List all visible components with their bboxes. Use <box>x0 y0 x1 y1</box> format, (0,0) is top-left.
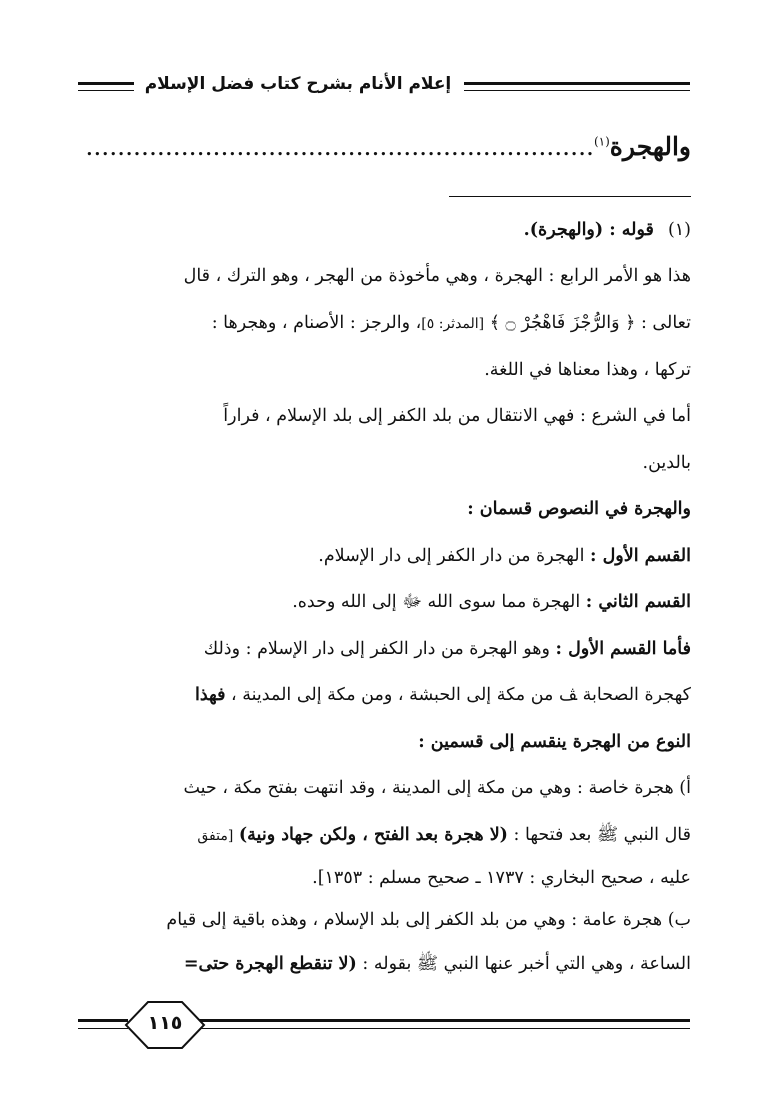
footnote-line-3-rest: ، والرجز : الأصنام ، وهجرها : <box>211 313 422 333</box>
footnote-line-4: تركها ، وهذا معناها في اللغة. <box>484 360 691 380</box>
quran-quote: تعالى : ﴿ وَالرُّجْزَ فَاهْجُرْ ۝ ﴾ <box>489 313 691 333</box>
footnote-number: (١) <box>667 220 691 240</box>
footnote-line-7 <box>71 499 691 519</box>
footnote-line-9 <box>71 592 691 612</box>
footnote-line-14 <box>71 825 691 846</box>
footnote-line-2: هذا هو الأمر الرابع : الهجرة ، وهي مأخوذة من الهجر ، وهو الترك ، قال <box>183 266 691 286</box>
footnote-line-11 <box>71 685 691 705</box>
page-number: ١١٥ <box>147 1012 183 1034</box>
hadith-quote-2: (لا تنقطع الهجرة حتى= <box>183 954 357 974</box>
footnote-lemma: قوله : (والهجرة). <box>523 220 654 240</box>
main-text: والهجرة <box>609 132 691 161</box>
footnote-line-11-text: كهجرة الصحابة ﭫ من مكة إلى الحبشة ، ومن مكة إلى المدينة ، <box>231 685 691 705</box>
footnote-line-13: أ) هجرة خاصة : وهي من مكة إلى المدينة ، وقد انتهت بفتح مكة ، حيث <box>183 778 691 798</box>
footnote-line-10-text: وهو الهجرة من دار الكفر إلى دار الإسلام : وذلك <box>203 639 550 659</box>
footnote-line-5: أما في الشرع : فهي الانتقال من بلد الكفر إلى بلد الإسلام ، فراراً <box>223 406 691 426</box>
first-division-text: الهجرة من دار الكفر إلى دار الإسلام. <box>318 546 585 566</box>
footnote-line-14-text: قال النبي ﷺ بعد فتحها : <box>513 825 691 845</box>
footnote-line-17 <box>71 954 691 974</box>
main-text-line <box>71 132 691 161</box>
footnote-line-10 <box>71 639 691 659</box>
page-number-ornament <box>78 1000 690 1050</box>
book-title: إعلام الأنام بشرح كتاب فضل الإسلام <box>144 74 452 94</box>
footnote-line-11-bold: فهذا <box>194 685 226 705</box>
footnote-ref: (١) <box>593 134 610 149</box>
quran-reference: [المدثر: ٥] <box>421 316 485 332</box>
footer-rule-left <box>78 1019 128 1029</box>
footnote-line-8 <box>71 546 691 566</box>
header-rule-left <box>78 82 134 91</box>
second-division-text: الهجرة مما سوى الله ﷻ إلى الله وحده. <box>292 592 581 612</box>
hadith-quote: (لا هجرة بعد الفتح ، ولكن جهاد ونية) <box>238 825 508 845</box>
footnote-line-15: عليه ، صحيح البخاري : ١٧٣٧ ـ صحيح مسلم : ١٣٥٣]. <box>312 868 691 888</box>
second-division-label: القسم الثاني : <box>585 592 691 612</box>
dotted-leader: ................................................................ <box>85 132 594 161</box>
first-division-heading: فأما القسم الأول : <box>555 639 691 659</box>
footnote-line-12-bold: النوع من الهجرة ينقسم إلى قسمين : <box>418 732 691 752</box>
footnote-line-1 <box>71 220 691 240</box>
footnote-line-3 <box>71 313 691 334</box>
footer-rule-right <box>198 1019 690 1029</box>
running-header <box>78 72 690 102</box>
footnote-separator <box>449 196 691 197</box>
hadith-source-start: [متفق <box>197 828 234 844</box>
footnote-line-17-text: الساعة ، وهي التي أخبر عنها النبي ﷺ بقوله : <box>362 954 691 974</box>
header-rule-right <box>464 82 690 91</box>
footnote-line-16: ب) هجرة عامة : وهي من بلد الكفر إلى بلد الإسلام ، وهذه باقية إلى قيام <box>166 910 691 930</box>
footnote-line-6: بالدين. <box>642 453 691 473</box>
footnote-line-12 <box>71 732 691 752</box>
section-heading: والهجرة في النصوص قسمان : <box>467 499 691 519</box>
first-division-label: القسم الأول : <box>590 546 691 566</box>
